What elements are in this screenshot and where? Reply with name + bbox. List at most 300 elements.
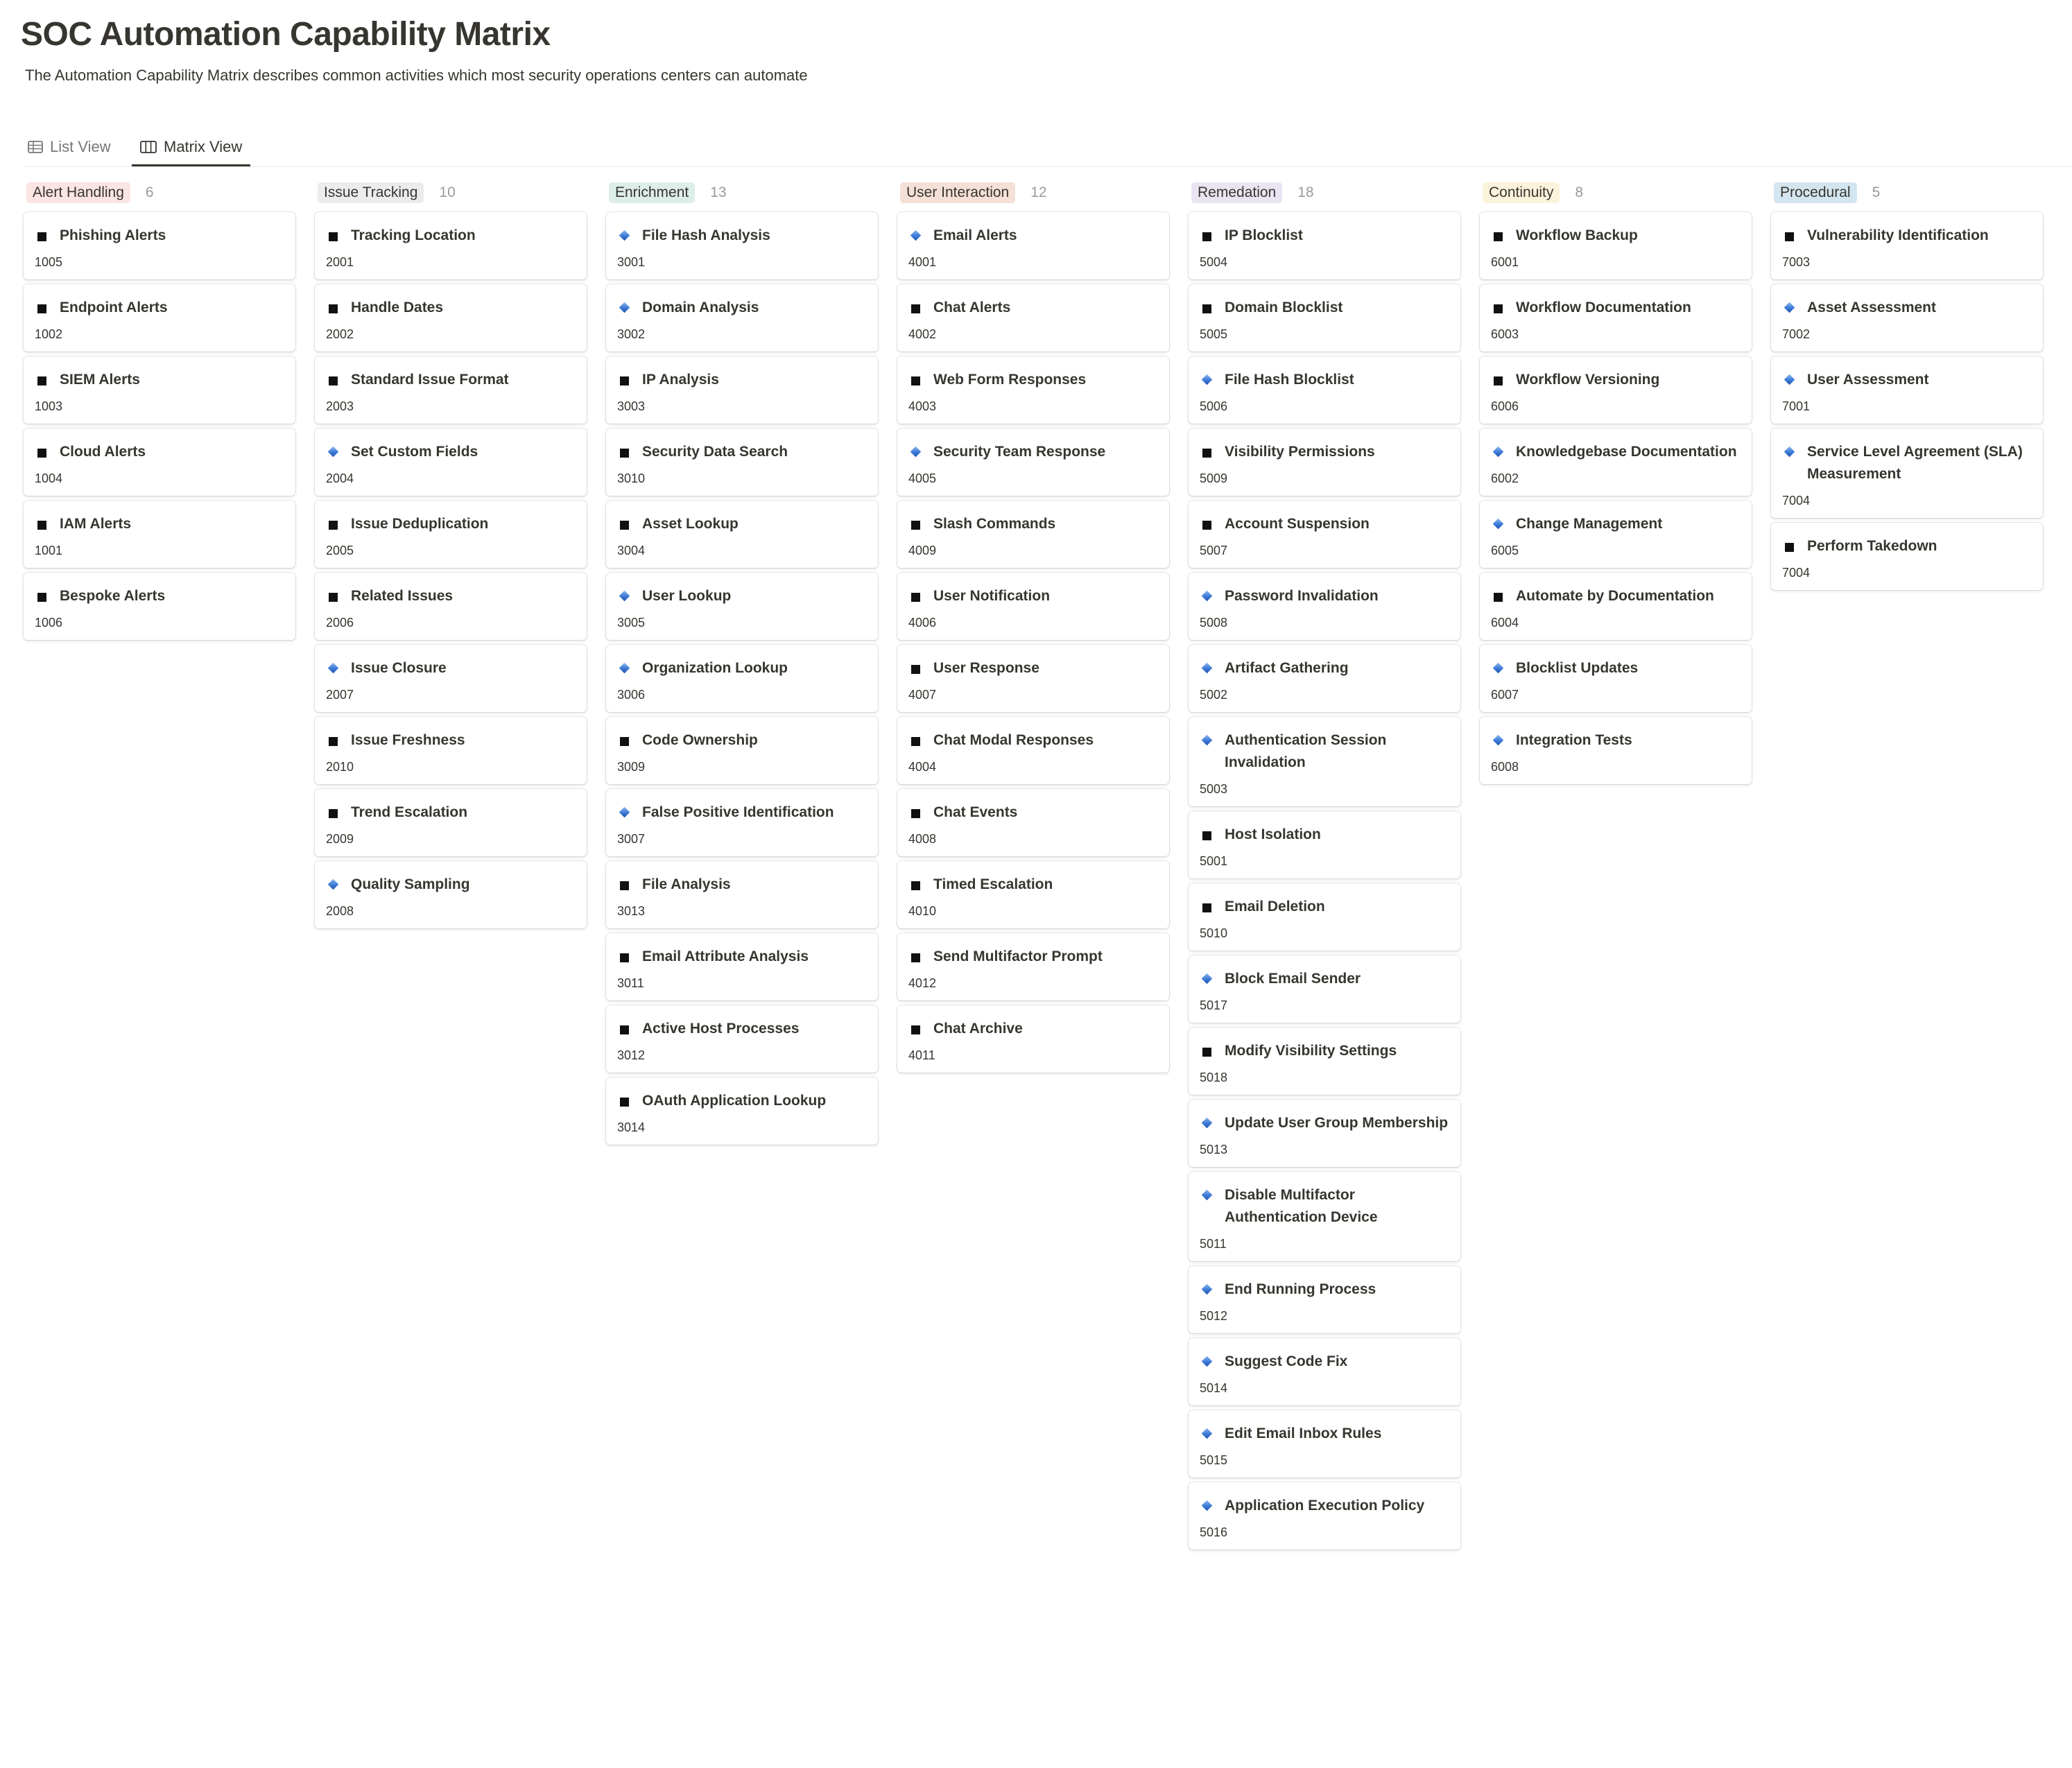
card-title: Slash Commands bbox=[933, 516, 1056, 532]
card-title-row bbox=[326, 225, 576, 247]
capability-card[interactable] bbox=[1189, 356, 1460, 424]
card-title: User Assessment bbox=[1807, 372, 1929, 388]
capability-card[interactable] bbox=[606, 1077, 878, 1145]
card-title: SIEM Alerts bbox=[60, 372, 140, 388]
capability-card[interactable] bbox=[606, 501, 878, 568]
capability-card[interactable] bbox=[1189, 1410, 1460, 1477]
card-id: 3007 bbox=[617, 832, 646, 846]
capability-card[interactable] bbox=[897, 284, 1169, 352]
card-title-row bbox=[908, 874, 1158, 896]
card-title-row bbox=[1782, 297, 2032, 319]
card-title: Domain Blocklist bbox=[1225, 300, 1343, 315]
card-title-row bbox=[1200, 1184, 1449, 1229]
card-title: IP Blocklist bbox=[1225, 227, 1303, 243]
blue-diamond-icon bbox=[1200, 1112, 1214, 1134]
column-procedural bbox=[1771, 179, 2043, 595]
card-title-row bbox=[1491, 585, 1741, 607]
capability-card[interactable] bbox=[315, 717, 587, 784]
card-title: OAuth Application Lookup bbox=[642, 1093, 827, 1109]
black-square-icon bbox=[1200, 225, 1214, 247]
card-title-row bbox=[1200, 369, 1449, 391]
blue-diamond-icon bbox=[1782, 369, 1796, 391]
card-title-row bbox=[617, 874, 867, 896]
card-title-row bbox=[35, 585, 284, 607]
card-title: Chat Archive bbox=[933, 1021, 1023, 1037]
card-id: 5004 bbox=[1200, 255, 1228, 269]
card-title-row bbox=[617, 297, 867, 319]
capability-card[interactable] bbox=[315, 284, 587, 352]
card-id: 2003 bbox=[326, 399, 354, 413]
capability-card[interactable] bbox=[315, 573, 587, 640]
capability-card[interactable] bbox=[606, 861, 878, 928]
card-title-row bbox=[1200, 225, 1449, 247]
blue-diamond-icon bbox=[1200, 968, 1214, 990]
card-title-row bbox=[1782, 369, 2032, 391]
card-title-row bbox=[326, 297, 576, 319]
blue-diamond-icon bbox=[1491, 729, 1505, 752]
card-title-row bbox=[35, 225, 284, 247]
capability-card[interactable] bbox=[1189, 1266, 1460, 1333]
black-square-icon bbox=[35, 369, 49, 391]
capability-card[interactable] bbox=[315, 212, 587, 279]
card-title-row bbox=[617, 585, 867, 607]
card-title-row bbox=[617, 657, 867, 679]
card-id: 3014 bbox=[617, 1120, 646, 1134]
card-id: 3002 bbox=[617, 327, 646, 341]
capability-card[interactable] bbox=[606, 284, 878, 352]
view-tabs bbox=[25, 129, 2072, 167]
capability-card[interactable] bbox=[606, 1005, 878, 1073]
card-title-row bbox=[1491, 441, 1741, 463]
column-header bbox=[1774, 179, 2043, 207]
capability-card[interactable] bbox=[897, 356, 1169, 424]
card-title-row bbox=[1200, 1495, 1449, 1517]
card-title: Chat Modal Responses bbox=[933, 732, 1094, 748]
capability-card[interactable] bbox=[1771, 284, 2043, 352]
card-title: Active Host Processes bbox=[642, 1021, 800, 1037]
capability-card[interactable] bbox=[1189, 1028, 1460, 1095]
card-title: Chat Alerts bbox=[933, 300, 1011, 315]
capability-card[interactable] bbox=[897, 789, 1169, 856]
card-title-row bbox=[617, 225, 867, 247]
blue-diamond-icon bbox=[908, 225, 922, 247]
card-id: 2007 bbox=[326, 688, 354, 702]
capability-card[interactable] bbox=[1771, 428, 2043, 518]
card-id: 3011 bbox=[617, 976, 644, 990]
blue-diamond-icon bbox=[326, 874, 340, 896]
card-title-row bbox=[617, 729, 867, 752]
card-title: Service Level Agreement (SLA) Measurement bbox=[1807, 444, 2023, 482]
card-title-row bbox=[326, 874, 576, 896]
capability-card[interactable] bbox=[1480, 212, 1752, 279]
capability-card[interactable] bbox=[1189, 1172, 1460, 1261]
capability-card[interactable] bbox=[24, 284, 295, 352]
card-title-row bbox=[326, 801, 576, 824]
card-id: 2009 bbox=[326, 832, 354, 846]
blue-diamond-icon bbox=[617, 801, 631, 824]
capability-card[interactable] bbox=[24, 573, 295, 640]
card-title-row bbox=[1200, 896, 1449, 918]
capability-card[interactable] bbox=[1189, 811, 1460, 878]
card-id: 4005 bbox=[908, 471, 937, 485]
blue-diamond-icon bbox=[1491, 657, 1505, 679]
card-id: 4006 bbox=[908, 616, 937, 630]
capability-card[interactable] bbox=[1189, 717, 1460, 806]
card-id: 3003 bbox=[617, 399, 646, 413]
capability-card[interactable] bbox=[606, 428, 878, 496]
card-title-row bbox=[1200, 1040, 1449, 1062]
card-id: 6004 bbox=[1491, 616, 1519, 630]
card-title-row bbox=[1200, 297, 1449, 319]
card-title-row bbox=[617, 801, 867, 824]
card-title-row bbox=[1491, 513, 1741, 535]
card-title: File Hash Blocklist bbox=[1225, 372, 1354, 388]
card-id: 5002 bbox=[1200, 688, 1228, 702]
card-title: Domain Analysis bbox=[642, 300, 759, 315]
black-square-icon bbox=[1200, 824, 1214, 846]
card-title-row bbox=[326, 513, 576, 535]
capability-card[interactable] bbox=[606, 356, 878, 424]
capability-card[interactable] bbox=[606, 212, 878, 279]
capability-card[interactable] bbox=[606, 717, 878, 784]
black-square-icon bbox=[617, 441, 631, 463]
card-title-row bbox=[617, 946, 867, 968]
card-id: 4011 bbox=[908, 1048, 935, 1062]
blue-diamond-icon bbox=[1200, 369, 1214, 391]
capability-card[interactable] bbox=[315, 789, 587, 856]
card-title-row bbox=[1200, 441, 1449, 463]
card-title-row bbox=[1491, 297, 1741, 319]
blue-diamond-icon bbox=[1782, 297, 1796, 319]
column-title[interactable]: Issue Tracking bbox=[318, 182, 424, 203]
blue-diamond-icon bbox=[617, 297, 631, 319]
card-title-row bbox=[617, 1090, 867, 1112]
card-title-row bbox=[1491, 657, 1741, 679]
capability-card[interactable] bbox=[897, 645, 1169, 712]
blue-diamond-icon bbox=[1200, 585, 1214, 607]
card-id: 7002 bbox=[1782, 327, 1811, 341]
card-title: Email Deletion bbox=[1225, 899, 1325, 915]
capability-card[interactable] bbox=[606, 573, 878, 640]
column-count: 5 bbox=[1872, 184, 1881, 200]
card-title: Blocklist Updates bbox=[1516, 660, 1639, 676]
capability-card[interactable] bbox=[1189, 645, 1460, 712]
black-square-icon bbox=[326, 801, 340, 824]
capability-card[interactable] bbox=[315, 356, 587, 424]
card-id: 7003 bbox=[1782, 255, 1811, 269]
card-title-row bbox=[908, 513, 1158, 535]
card-title: Security Team Response bbox=[933, 444, 1106, 460]
card-id: 6002 bbox=[1491, 471, 1519, 485]
card-title: Application Execution Policy bbox=[1225, 1498, 1425, 1514]
column-continuity bbox=[1480, 179, 1752, 789]
card-id: 6008 bbox=[1491, 760, 1519, 774]
capability-card[interactable] bbox=[1189, 284, 1460, 352]
capability-card[interactable] bbox=[1771, 212, 2043, 279]
card-title: Timed Escalation bbox=[933, 876, 1053, 892]
board-icon bbox=[140, 140, 157, 154]
blue-diamond-icon bbox=[1200, 1279, 1214, 1301]
blue-diamond-icon bbox=[617, 585, 631, 607]
card-title-row bbox=[35, 369, 284, 391]
black-square-icon bbox=[1200, 297, 1214, 319]
card-title: Issue Freshness bbox=[351, 732, 465, 748]
column-title[interactable]: User Interaction bbox=[900, 182, 1015, 203]
card-title: Security Data Search bbox=[642, 444, 788, 460]
capability-card[interactable] bbox=[1480, 501, 1752, 568]
card-id: 4004 bbox=[908, 760, 937, 774]
capability-card[interactable] bbox=[606, 645, 878, 712]
black-square-icon bbox=[1491, 585, 1505, 607]
black-square-icon bbox=[908, 369, 922, 391]
card-title: Suggest Code Fix bbox=[1225, 1353, 1348, 1369]
black-square-icon bbox=[617, 1090, 631, 1112]
card-title: Workflow Backup bbox=[1516, 227, 1638, 243]
card-title: Integration Tests bbox=[1516, 732, 1632, 748]
black-square-icon bbox=[908, 657, 922, 679]
column-header bbox=[1191, 179, 1460, 207]
card-title-row bbox=[326, 369, 576, 391]
card-title: Asset Lookup bbox=[642, 516, 739, 532]
capability-card[interactable] bbox=[897, 428, 1169, 496]
card-title: Edit Email Inbox Rules bbox=[1225, 1425, 1382, 1441]
card-title: Trend Escalation bbox=[351, 804, 468, 820]
capability-card[interactable] bbox=[897, 717, 1169, 784]
column-title[interactable]: Remedation bbox=[1191, 182, 1282, 203]
card-title: Web Form Responses bbox=[933, 372, 1087, 388]
card-id: 2006 bbox=[326, 616, 354, 630]
column-count: 6 bbox=[145, 184, 154, 200]
column-title[interactable]: Continuity bbox=[1483, 182, 1560, 203]
card-title: Organization Lookup bbox=[642, 660, 788, 676]
column-title[interactable]: Procedural bbox=[1774, 182, 1857, 203]
card-title: Account Suspension bbox=[1225, 516, 1370, 532]
card-id: 3006 bbox=[617, 688, 646, 702]
capability-card[interactable] bbox=[897, 1005, 1169, 1073]
capability-card[interactable] bbox=[1480, 573, 1752, 640]
black-square-icon bbox=[1200, 1040, 1214, 1062]
capability-card[interactable] bbox=[1189, 501, 1460, 568]
card-title-row bbox=[1782, 441, 2032, 485]
card-id: 6007 bbox=[1491, 688, 1519, 702]
column-title[interactable]: Enrichment bbox=[609, 182, 695, 203]
card-id: 4003 bbox=[908, 399, 937, 413]
card-id: 5010 bbox=[1200, 926, 1228, 940]
card-title: Disable Multifactor Authentication Device bbox=[1225, 1187, 1378, 1225]
card-id: 2001 bbox=[326, 255, 354, 269]
capability-card[interactable] bbox=[897, 501, 1169, 568]
blue-diamond-icon bbox=[1782, 441, 1796, 463]
card-title: Workflow Versioning bbox=[1516, 372, 1660, 388]
card-title: User Response bbox=[933, 660, 1039, 676]
capability-card[interactable] bbox=[897, 573, 1169, 640]
card-title-row bbox=[1782, 535, 2032, 557]
capability-card[interactable] bbox=[24, 356, 295, 424]
black-square-icon bbox=[1200, 441, 1214, 463]
capability-card[interactable] bbox=[1189, 1100, 1460, 1167]
column-header bbox=[900, 179, 1169, 207]
card-id: 1003 bbox=[35, 399, 63, 413]
capability-card[interactable] bbox=[606, 789, 878, 856]
card-id: 5013 bbox=[1200, 1143, 1228, 1156]
capability-card[interactable] bbox=[1189, 428, 1460, 496]
black-square-icon bbox=[35, 513, 49, 535]
card-title-row bbox=[908, 585, 1158, 607]
capability-card[interactable] bbox=[315, 645, 587, 712]
tab-label: List View bbox=[50, 138, 111, 155]
card-title: Vulnerability Identification bbox=[1807, 227, 1989, 243]
card-id: 2010 bbox=[326, 760, 354, 774]
card-title-row bbox=[326, 657, 576, 679]
card-title-row bbox=[1200, 968, 1449, 990]
capability-card[interactable] bbox=[1189, 1482, 1460, 1550]
column-enrichment bbox=[606, 179, 878, 1150]
black-square-icon bbox=[908, 513, 922, 535]
tab-label: Matrix View bbox=[164, 138, 243, 155]
column-count: 18 bbox=[1297, 184, 1314, 200]
card-id: 3012 bbox=[617, 1048, 646, 1062]
capability-card[interactable] bbox=[24, 212, 295, 279]
card-title-row bbox=[908, 946, 1158, 968]
card-id: 1004 bbox=[35, 471, 63, 485]
capability-card[interactable] bbox=[1771, 523, 2043, 590]
tab-matrix-view[interactable] bbox=[132, 129, 250, 165]
black-square-icon bbox=[617, 946, 631, 968]
blue-diamond-icon bbox=[908, 441, 922, 463]
card-id: 6001 bbox=[1491, 255, 1519, 269]
card-title: Code Ownership bbox=[642, 732, 758, 748]
blue-diamond-icon bbox=[617, 657, 631, 679]
column-issue-tracking bbox=[315, 179, 587, 933]
card-title-row bbox=[1200, 657, 1449, 679]
blue-diamond-icon bbox=[1200, 1351, 1214, 1373]
card-title: File Analysis bbox=[642, 876, 731, 892]
card-title: Password Invalidation bbox=[1225, 588, 1379, 604]
card-id: 2008 bbox=[326, 904, 354, 918]
capability-card[interactable] bbox=[1480, 717, 1752, 784]
blue-diamond-icon bbox=[326, 657, 340, 679]
capability-card[interactable] bbox=[897, 861, 1169, 928]
card-title-row bbox=[1200, 585, 1449, 607]
capability-card[interactable] bbox=[897, 212, 1169, 279]
capability-card[interactable] bbox=[315, 501, 587, 568]
black-square-icon bbox=[1782, 535, 1796, 557]
card-id: 5003 bbox=[1200, 782, 1228, 796]
black-square-icon bbox=[1200, 513, 1214, 535]
card-title: Issue Deduplication bbox=[351, 516, 489, 532]
card-id: 4002 bbox=[908, 327, 937, 341]
card-id: 5007 bbox=[1200, 544, 1228, 557]
capability-card[interactable] bbox=[1189, 573, 1460, 640]
card-title-row bbox=[1491, 225, 1741, 247]
card-title: Quality Sampling bbox=[351, 876, 470, 892]
blue-diamond-icon bbox=[1491, 441, 1505, 463]
capability-card[interactable] bbox=[606, 933, 878, 1000]
card-id: 5006 bbox=[1200, 399, 1228, 413]
table-icon bbox=[28, 140, 43, 154]
capability-card[interactable] bbox=[24, 428, 295, 496]
card-title-row bbox=[908, 225, 1158, 247]
black-square-icon bbox=[326, 513, 340, 535]
card-id: 3005 bbox=[617, 616, 646, 630]
card-title: Email Alerts bbox=[933, 227, 1017, 243]
card-title-row bbox=[908, 1018, 1158, 1040]
black-square-icon bbox=[617, 513, 631, 535]
capability-card[interactable] bbox=[1189, 955, 1460, 1023]
blue-diamond-icon bbox=[1200, 1495, 1214, 1517]
card-id: 4012 bbox=[908, 976, 937, 990]
card-id: 4010 bbox=[908, 904, 937, 918]
column-header bbox=[26, 179, 295, 207]
column-header bbox=[609, 179, 878, 207]
card-title: User Lookup bbox=[642, 588, 732, 604]
card-title: Artifact Gathering bbox=[1225, 660, 1349, 676]
card-title-row bbox=[1200, 729, 1449, 774]
card-id: 2005 bbox=[326, 544, 354, 557]
capability-card[interactable] bbox=[1189, 883, 1460, 951]
blue-diamond-icon bbox=[1200, 729, 1214, 752]
capability-card[interactable] bbox=[315, 428, 587, 496]
card-title: IP Analysis bbox=[642, 372, 719, 388]
card-id: 5018 bbox=[1200, 1071, 1228, 1084]
column-title[interactable]: Alert Handling bbox=[26, 182, 130, 203]
page-title: SOC Automation Capability Matrix bbox=[21, 16, 551, 53]
card-title: Host Isolation bbox=[1225, 826, 1321, 842]
column-header bbox=[1483, 179, 1752, 207]
card-id: 2002 bbox=[326, 327, 354, 341]
column-header bbox=[318, 179, 587, 207]
blue-diamond-icon bbox=[1200, 1184, 1214, 1206]
card-title: Visibility Permissions bbox=[1225, 444, 1375, 460]
blue-diamond-icon bbox=[1200, 657, 1214, 679]
black-square-icon bbox=[35, 225, 49, 247]
capability-card[interactable] bbox=[1480, 284, 1752, 352]
capability-card[interactable] bbox=[1480, 428, 1752, 496]
capability-card[interactable] bbox=[1480, 645, 1752, 712]
black-square-icon bbox=[617, 874, 631, 896]
tab-list-view[interactable] bbox=[28, 129, 111, 165]
card-id: 2004 bbox=[326, 471, 354, 485]
black-square-icon bbox=[908, 801, 922, 824]
capability-card[interactable] bbox=[897, 933, 1169, 1000]
column-count: 10 bbox=[439, 184, 456, 200]
capability-card[interactable] bbox=[1480, 356, 1752, 424]
capability-card[interactable] bbox=[24, 501, 295, 568]
column-user-interaction bbox=[897, 179, 1169, 1077]
card-title: Handle Dates bbox=[351, 300, 444, 315]
capability-card[interactable] bbox=[1189, 1338, 1460, 1405]
black-square-icon bbox=[617, 729, 631, 752]
card-title-row bbox=[1200, 513, 1449, 535]
column-count: 12 bbox=[1030, 184, 1047, 200]
capability-card[interactable] bbox=[1189, 212, 1460, 279]
card-title-row bbox=[1782, 225, 2032, 247]
card-title: Bespoke Alerts bbox=[60, 588, 166, 604]
card-title-row bbox=[908, 801, 1158, 824]
capability-card[interactable] bbox=[315, 861, 587, 928]
black-square-icon bbox=[35, 441, 49, 463]
page-description: The Automation Capability Matrix describes common activities which most security operations centers can automate bbox=[25, 67, 808, 84]
card-id: 5001 bbox=[1200, 854, 1228, 868]
card-id: 1006 bbox=[35, 616, 63, 630]
black-square-icon bbox=[326, 729, 340, 752]
card-title: Standard Issue Format bbox=[351, 372, 509, 388]
capability-card[interactable] bbox=[1771, 356, 2043, 424]
black-square-icon bbox=[35, 297, 49, 319]
card-title: Update User Group Membership bbox=[1225, 1115, 1449, 1131]
black-square-icon bbox=[1491, 225, 1505, 247]
card-title-row bbox=[326, 585, 576, 607]
